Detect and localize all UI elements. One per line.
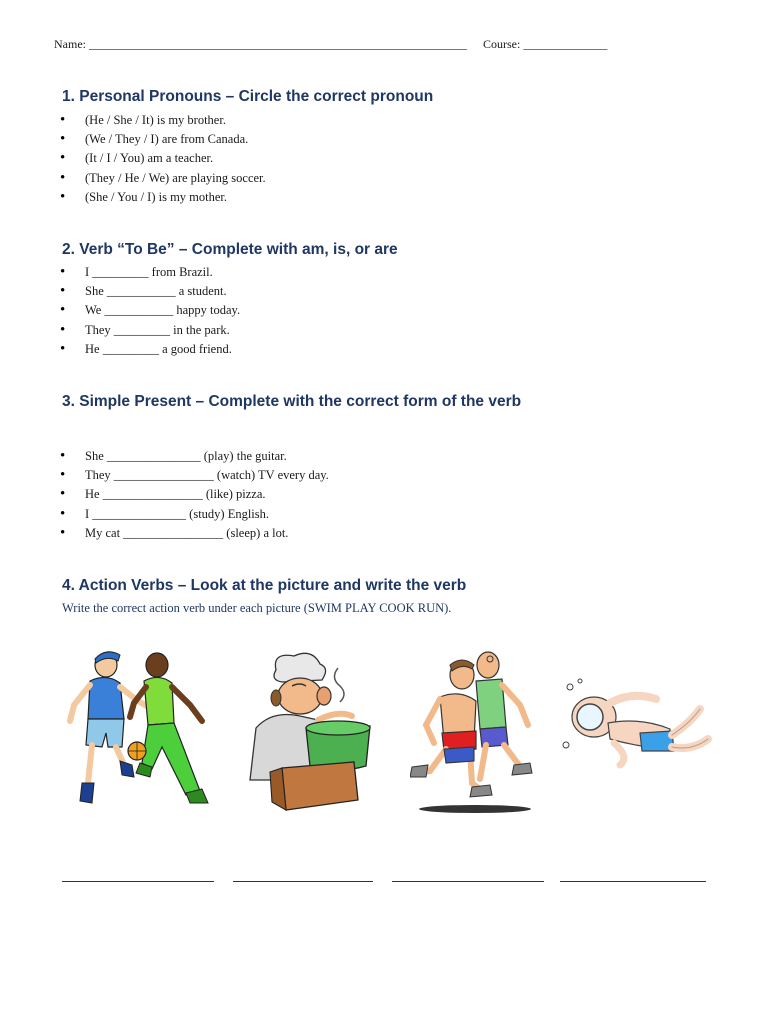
section-2-list <box>60 263 240 359</box>
swimmer-icon <box>560 673 715 773</box>
answer-line-4[interactable] <box>560 881 706 882</box>
list-item: • (It / I / You) am a teacher. <box>60 149 266 168</box>
header-line <box>54 37 607 52</box>
chef-cooking-icon <box>242 650 372 815</box>
list-item: • She _______________ (play) the guitar. <box>60 447 329 466</box>
runners-icon <box>410 645 540 815</box>
name-field[interactable]: _______________________________________________________________ <box>89 37 467 51</box>
list-item: • My cat ________________ (sleep) a lot. <box>60 524 329 543</box>
list-item: • She ___________ a student. <box>60 282 240 301</box>
section-3-list <box>60 447 329 543</box>
section-4-instruction: Write the correct action verb under each picture (SWIM PLAY COOK RUN). <box>62 601 452 615</box>
list-item: • He _________ a good friend. <box>60 340 240 359</box>
list-item: • (They / He / We) are playing soccer. <box>60 169 266 188</box>
list-item: • (He / She / It) is my brother. <box>60 111 266 130</box>
list-item: • They ________________ (watch) TV every day. <box>60 466 329 485</box>
course-label: Course: <box>483 37 521 51</box>
basketball-players-icon <box>62 643 217 808</box>
list-item: • He ________________ (like) pizza. <box>60 485 329 504</box>
answer-line-3[interactable] <box>392 881 544 882</box>
section-1-title: 1. Personal Pronouns – Circle the correct pronoun <box>62 88 434 105</box>
name-label: Name: <box>54 37 86 51</box>
answer-line-1[interactable] <box>62 881 214 882</box>
list-item: • (We / They / I) are from Canada. <box>60 130 266 149</box>
answer-line-2[interactable] <box>233 881 373 882</box>
list-item: • I _______________ (study) English. <box>60 505 329 524</box>
section-3-title: 3. Simple Present – Complete with the correct form of the verb <box>62 393 522 410</box>
section-4-title: 4. Action Verbs – Look at the picture and write the verb <box>62 577 467 594</box>
section-1-list <box>60 111 266 207</box>
list-item: • I _________ from Brazil. <box>60 263 240 282</box>
course-field[interactable]: ______________ <box>523 37 608 51</box>
list-item: • They _________ in the park. <box>60 321 240 340</box>
list-item: • We ___________ happy today. <box>60 301 240 320</box>
section-2-title: 2. Verb “To Be” – Complete with am, is, or are <box>62 241 398 258</box>
list-item: • (She / You / I) is my mother. <box>60 188 266 207</box>
